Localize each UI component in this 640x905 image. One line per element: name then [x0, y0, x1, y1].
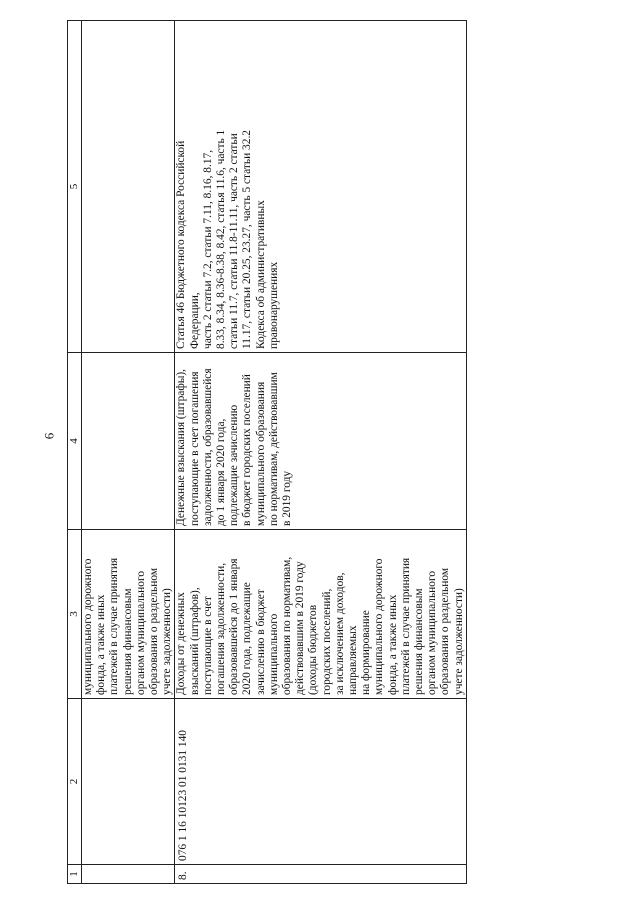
- header-col-5: 5: [68, 21, 82, 353]
- income-description: Доходы от денежных взысканий (штрафов), поступающие в счет погашения задолженности, образовавшейся до 1 января 2020 года, подлежащие зачислению в бюджет муниципального образования по нормативам, действовавшим в 2019 году (доходы бюджетов городских поселений, за исключением доходов, направляемых на формирование муниципального дорожного фонда, а также иных платежей в случае принятия решения финансовым органом муниципального образования о раздельном учете задолженности): [175, 530, 466, 699]
- cont-cell-col5: [82, 21, 175, 353]
- cont-cell-description: муниципального дорожного фонда, а также иных платежей в случае принятия решения финансовым органом муниципального образования о раздельном учете задолженности): [82, 530, 175, 699]
- table-row-continuation: [82, 21, 175, 884]
- budget-classification-code: 076 1 16 10123 01 0131 140: [175, 699, 466, 865]
- header-col-2: 2: [68, 699, 82, 865]
- header-col-3: 3: [68, 530, 82, 699]
- table-row-8: [175, 21, 466, 884]
- document-table-container: [67, 21, 465, 884]
- legal-basis: Статья 46 Бюджетного кодекса Российской Федерации, часть 2 статьи 7.2, статьи 7.11, 8.16, 8.17, 8.33, 8.34, 8.36-8.38, 8.42, статья 11.6, часть 1 статьи 11.7, статьи 11.8-11.11, часть 2 статьи 11.17, статьи 20.25, 23.27, часть 5 статьи 32.2 Кодекса об административных правонарушениях: [175, 21, 466, 353]
- cont-cell-col4: [82, 353, 175, 530]
- cont-cell-code: [82, 699, 175, 865]
- table-header-row: [68, 21, 82, 884]
- row-number: 8.: [175, 865, 466, 884]
- cont-cell-number: [82, 865, 175, 884]
- income-type-description: Денежные взыскания (штрафы), поступающие в счет погашения задолженности, образовавшейся до 1 января 2020 года, подлежащие зачислению в бюджет городских поселений муниципального образования по нормативам, действовавшим в 2019 году: [175, 353, 466, 530]
- page-number: 6: [41, 432, 57, 440]
- header-col-1: 1: [68, 865, 82, 884]
- revenue-codes-table: [67, 20, 467, 884]
- header-col-4: 4: [68, 353, 82, 530]
